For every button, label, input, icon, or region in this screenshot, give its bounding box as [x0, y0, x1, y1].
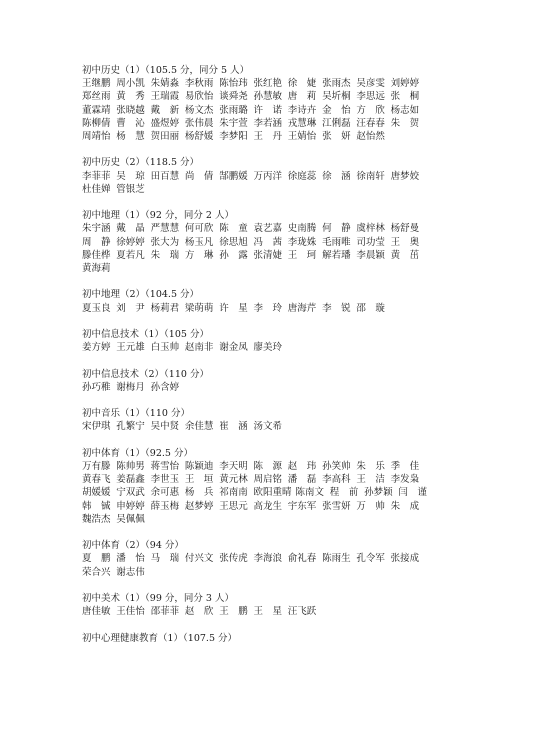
student-name: 王瑞霞: [150, 91, 180, 103]
name-row: [82, 460, 522, 473]
student-name: 史南腾: [287, 223, 317, 235]
student-name: 谢金凤: [219, 342, 248, 354]
name-row: [82, 473, 522, 486]
student-name: 许 诺: [253, 104, 282, 116]
student-name: 王 洁: [356, 474, 385, 486]
student-name: 吴 琼: [116, 170, 145, 182]
student-name: 宋伊琪: [82, 421, 111, 433]
section-heading: 初中信息技术（1）（105 分）: [82, 329, 209, 340]
student-name: 刘婷婷: [390, 78, 420, 90]
student-name: 申婷婷: [116, 500, 145, 512]
student-name: 祁南南: [219, 487, 248, 499]
student-name: 黄春飞: [82, 474, 111, 486]
section-heading: 初中心理健康教育（1）（107.5 分）: [82, 632, 238, 644]
student-name: 董霖靖: [82, 104, 111, 116]
student-name: 陈南文: [295, 487, 324, 499]
student-name: 蒋雪怡: [150, 460, 180, 472]
student-name: 徐 涵: [322, 170, 351, 182]
section-heading: 初中历史（1）（105.5 分，同分 5 人）: [82, 65, 250, 76]
student-name: 吴中贤: [150, 421, 180, 433]
student-name: 方 琳: [184, 249, 214, 261]
subject-section: [82, 288, 522, 314]
student-name: 吴佩佩: [116, 513, 145, 525]
student-name: 孙梦颖: [364, 487, 393, 499]
student-name: 高龙生: [253, 500, 282, 512]
subject-section: [82, 156, 522, 196]
name-row: [82, 302, 522, 315]
name-row: [82, 381, 522, 394]
student-name: 汪飞跃: [287, 606, 317, 618]
student-name: 万 帅: [356, 500, 385, 512]
student-name: 王 星: [253, 606, 282, 618]
student-name: 杨玉凡: [184, 236, 214, 248]
student-name: 薛玉梅: [150, 500, 180, 512]
student-name: 陈怡玮: [219, 78, 248, 90]
student-name: 李梦阳: [219, 131, 248, 143]
student-name: 贺田丽: [150, 131, 180, 143]
student-name: 杨舒曼: [390, 223, 420, 235]
subject-section: [82, 407, 522, 433]
student-name: 张伟晨: [184, 117, 214, 129]
name-row: [82, 90, 522, 103]
student-name: 赵南非: [184, 342, 214, 354]
student-name: 盛煜婷: [150, 117, 180, 129]
student-name: 王婧怡: [287, 131, 317, 143]
name-row: [82, 130, 522, 143]
student-name: 李海浪: [253, 553, 282, 565]
student-name: 宇东军: [287, 500, 317, 512]
name-row: [82, 183, 522, 196]
student-name: 赵梦婷: [184, 500, 214, 512]
student-name: 虞梓林: [356, 223, 385, 235]
student-name: 尚 倩: [184, 170, 214, 182]
student-name: 吴彦雯: [356, 78, 385, 90]
subject-section: [82, 64, 522, 143]
student-name: 潘 磊: [287, 474, 317, 486]
section-heading: 初中体育（2）（94 分）: [82, 540, 184, 552]
student-name: 杨舒媛: [184, 131, 214, 143]
student-name: 王思元: [219, 500, 248, 512]
name-row: [82, 513, 522, 526]
subject-section: [82, 447, 522, 526]
student-name: 邵菲菲: [150, 606, 180, 618]
student-name: 曹 沁: [116, 117, 145, 129]
student-name: 廖美玲: [253, 342, 282, 354]
student-name: 王佳怡: [116, 606, 145, 618]
name-row: [82, 566, 522, 579]
student-name: 夏若凡: [116, 249, 145, 261]
student-name: 欧阳重晴: [253, 487, 292, 499]
student-name: 闫 谨: [398, 487, 427, 499]
subject-section: [82, 539, 522, 579]
student-name: 赵怡然: [356, 131, 385, 143]
student-name: 杜佳婵: [82, 183, 111, 195]
student-name: 孙笑帅: [322, 460, 351, 472]
subject-section: [82, 328, 522, 354]
student-name: 陈雨生: [322, 553, 351, 565]
student-name: 周靖怡: [82, 131, 111, 143]
name-row: [82, 222, 522, 235]
student-name: 朱宇涵: [82, 223, 111, 235]
student-name: 田百慧: [150, 170, 180, 182]
section-heading: 初中地理（2）（104.5 分）: [82, 289, 200, 301]
student-name: 管银芝: [116, 183, 145, 195]
section-heading: 初中音乐（1）（110 分）: [82, 408, 190, 420]
student-name: 黄海莉: [82, 263, 111, 275]
name-row: [82, 104, 522, 117]
student-name: 方 欣: [356, 104, 385, 116]
student-name: 周 静: [82, 236, 111, 248]
name-row: [82, 77, 522, 90]
student-name: 魏浩杰: [82, 513, 111, 525]
student-name: 赵 欣: [184, 606, 214, 618]
student-name: 徐思旭: [219, 236, 248, 248]
student-name: 杨志如: [390, 104, 420, 116]
student-name: 杨莉君: [150, 302, 180, 314]
student-name: 张清婕: [253, 249, 282, 261]
student-name: 谢梅月: [116, 381, 145, 393]
student-name: 司功莹: [356, 236, 385, 248]
student-name: 李珑姝: [287, 236, 317, 248]
name-row: [82, 486, 522, 499]
student-name: 王 奥: [390, 236, 420, 248]
student-name: 徐南轩: [356, 170, 385, 182]
student-name: 孙 露: [219, 249, 248, 261]
student-name: 王继鹏: [82, 78, 111, 90]
student-name: 徐 婕: [287, 78, 317, 90]
student-name: 李菲菲: [82, 170, 111, 182]
student-name: 陈柳倩: [82, 117, 111, 129]
student-name: 张雪妍: [322, 500, 351, 512]
student-name: 李发枭: [390, 474, 420, 486]
student-name: 胡媛媛: [82, 487, 111, 499]
student-name: 李思远: [356, 91, 385, 103]
student-name: 李诗卉: [287, 104, 317, 116]
name-row: [82, 249, 522, 262]
student-name: 陈 源: [253, 460, 282, 472]
student-name: 唐佳敏: [82, 606, 111, 618]
award-list: [82, 64, 522, 658]
student-name: 王 垣: [184, 474, 214, 486]
student-name: 郑丝雨: [82, 91, 111, 103]
student-name: 余佳慧: [184, 421, 214, 433]
student-name: 李若涵: [253, 117, 282, 129]
student-name: 汪春春: [356, 117, 385, 129]
student-name: 张晓越: [116, 104, 145, 116]
student-name: 李 锐: [322, 302, 351, 314]
student-name: 荣合兴: [82, 566, 111, 578]
student-name: 王 鹏: [219, 606, 248, 618]
student-name: 王 丹: [253, 131, 282, 143]
student-name: 黄 秀: [116, 91, 145, 103]
student-name: 唐海芹: [287, 302, 317, 314]
student-name: 李高科: [322, 474, 351, 486]
student-name: 白玉帅: [150, 342, 180, 354]
name-row: [82, 117, 522, 130]
name-row: [82, 170, 522, 183]
student-name: 季 佳: [390, 460, 420, 472]
student-name: 戎慧琳: [287, 117, 317, 129]
student-name: 徐婷婷: [116, 236, 145, 248]
student-name: 余可惠: [150, 487, 180, 499]
student-name: 朱宇萱: [219, 117, 248, 129]
student-name: 程 前: [329, 487, 359, 499]
student-name: 张红艳: [253, 78, 282, 90]
section-heading: 初中历史（2）（118.5 分）: [82, 157, 200, 169]
student-name: 谈舜尧: [219, 91, 248, 103]
name-row: [82, 420, 522, 433]
student-name: 吴圻桐: [322, 91, 351, 103]
student-name: 戴 晶: [116, 223, 145, 235]
student-name: 李世玉: [150, 474, 180, 486]
student-name: 宁双武: [116, 487, 145, 499]
student-name: 唐梦姣: [390, 170, 420, 182]
student-name: 解若璠: [322, 249, 351, 261]
student-name: 张传虎: [219, 553, 248, 565]
subject-section: [82, 368, 522, 394]
student-name: 付兴文: [184, 553, 214, 565]
student-name: 梁萌萌: [184, 302, 214, 314]
student-name: 易欣怡: [184, 91, 214, 103]
student-name: 毛雨唯: [322, 236, 351, 248]
student-name: 杨 慧: [116, 131, 145, 143]
student-name: 张接成: [390, 553, 420, 565]
name-row: [82, 236, 522, 249]
student-name: 李晨颖: [356, 249, 385, 261]
student-name: 袁艺嘉: [253, 223, 282, 235]
section-heading: 初中信息技术（2）（110 分）: [82, 368, 209, 380]
section-heading: 初中体育（1）（92.5 分）: [82, 447, 193, 459]
student-name: 黄元林: [219, 474, 248, 486]
student-name: 孔令军: [356, 553, 385, 565]
student-name: 张 妍: [322, 131, 351, 143]
student-name: 杨 兵: [184, 487, 214, 499]
student-name: 杨文杰: [184, 104, 214, 116]
student-name: 张雨杰: [322, 78, 351, 90]
student-name: 孙含婷: [150, 381, 180, 393]
student-name: 何 静: [322, 223, 351, 235]
student-name: 汤文希: [253, 421, 282, 433]
student-name: 朱 贺: [390, 117, 420, 129]
student-name: 周启铭: [253, 474, 282, 486]
student-name: 赵 玮: [287, 460, 317, 472]
student-name: 谢志伟: [116, 566, 145, 578]
student-name: 姜方婷: [82, 342, 111, 354]
student-name: 王元雄: [116, 342, 145, 354]
student-name: 何可欣: [184, 223, 214, 235]
student-name: 严慧慧: [150, 223, 180, 235]
student-name: 江俐磊: [322, 117, 351, 129]
student-name: 孙慧敏: [253, 91, 282, 103]
student-name: 崔 涵: [219, 421, 248, 433]
student-name: 冯 茜: [253, 236, 282, 248]
subject-section: [82, 209, 522, 275]
student-name: 潘 怡: [116, 553, 145, 565]
student-name: 万丙洋: [253, 170, 282, 182]
student-name: 邵 璇: [356, 302, 385, 314]
student-name: 夏玉良: [82, 302, 111, 314]
student-name: 陈 童: [219, 223, 248, 235]
student-name: 姜磊鑫: [116, 474, 145, 486]
student-name: 马 瑞: [150, 553, 180, 565]
student-name: 滕佳桦: [82, 249, 111, 261]
student-name: 张 桐: [390, 91, 420, 103]
student-name: 戴 新: [150, 104, 180, 116]
student-name: 许 星: [219, 302, 248, 314]
section-heading: 初中美术（1）（99 分，同分 3 人）: [82, 592, 234, 604]
subject-section: [82, 632, 522, 645]
student-name: 万有滕: [82, 460, 111, 472]
name-row: [82, 552, 522, 565]
student-name: 王 珂: [287, 249, 317, 261]
name-row: [82, 500, 522, 513]
name-row: [82, 605, 522, 618]
name-row: [82, 341, 522, 354]
student-name: 李秋雨: [184, 78, 214, 90]
student-name: 徐庭蕊: [287, 170, 317, 182]
student-name: 陈颖迪: [184, 460, 214, 472]
student-name: 朱 瑞: [150, 249, 180, 261]
subject-section: [82, 592, 522, 618]
student-name: 朱 成: [390, 500, 420, 512]
name-row: [82, 262, 522, 275]
section-heading: 初中地理（1）（92 分，同分 2 人）: [82, 210, 234, 222]
student-name: 郜鹏媛: [219, 170, 248, 182]
student-name: 金 怡: [322, 104, 351, 116]
student-name: 黄 茁: [390, 249, 420, 261]
student-name: 夏 鹏: [82, 553, 111, 565]
student-name: 朱婧淼: [150, 78, 180, 90]
student-name: 刘 尹: [116, 302, 145, 314]
student-name: 张大为: [150, 236, 180, 248]
student-name: 李 玲: [253, 302, 282, 314]
student-name: 李天明: [219, 460, 248, 472]
student-name: 陈帅男: [116, 460, 145, 472]
student-name: 孔繁宁: [116, 421, 145, 433]
student-name: 唐 莉: [287, 91, 317, 103]
student-name: 周小凯: [116, 78, 145, 90]
student-name: 朱 乐: [356, 460, 385, 472]
student-name: 张雨璐: [219, 104, 248, 116]
student-name: 韩 铖: [82, 500, 111, 512]
student-name: 孙巧稚: [82, 381, 111, 393]
student-name: 俞礼春: [287, 553, 317, 565]
